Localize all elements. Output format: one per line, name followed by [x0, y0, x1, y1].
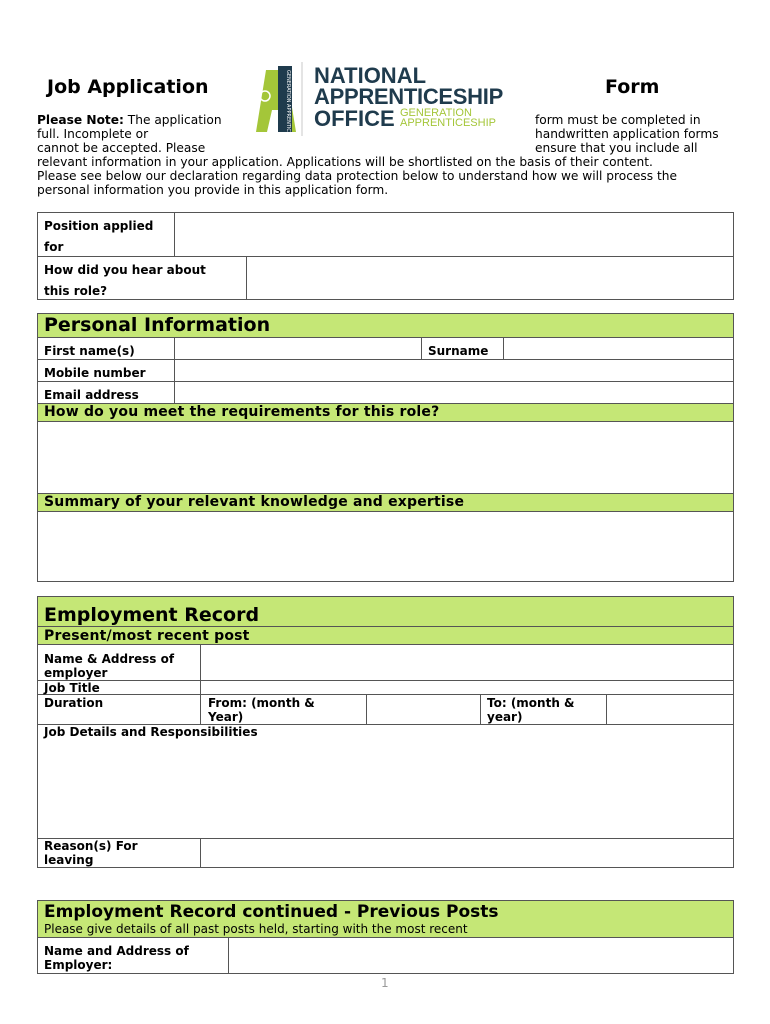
- hear-about-label: How did you hear about this role?: [44, 263, 206, 298]
- note-line: relevant information in your application. Applications will be shortlisted on the basis of their content.: [37, 155, 653, 169]
- first-name-field[interactable]: [175, 338, 421, 359]
- job-details-field[interactable]: [38, 740, 733, 838]
- note-col-right: [535, 113, 719, 155]
- logo-line-apprenticeship: APPRENTICESHIP: [314, 84, 503, 109]
- note-line: personal information you provide in this application form.: [37, 183, 389, 197]
- note-line: handwritten application forms: [535, 127, 719, 141]
- previous-heading: Employment Record continued - Previous Posts: [44, 902, 499, 922]
- from-field[interactable]: [367, 695, 480, 724]
- note-text: The application: [123, 113, 222, 127]
- logo-tag-generation: GENERATION: [400, 107, 472, 119]
- summary-heading: Summary of your relevant knowledge and expertise: [44, 494, 465, 510]
- job-title-field[interactable]: [201, 681, 733, 694]
- surname-label: Surname: [428, 344, 489, 358]
- employer-field[interactable]: [201, 645, 733, 680]
- note-line: form must be completed in: [535, 113, 701, 127]
- mobile-field[interactable]: [175, 360, 733, 381]
- job-details-label: Job Details and Responsibilities: [44, 725, 258, 739]
- position-label: Position applied for: [44, 219, 154, 254]
- note-line: ensure that you include all: [535, 141, 698, 155]
- nao-logo: [250, 60, 520, 147]
- page-number: 1: [381, 976, 389, 990]
- note-line: Please see below our declaration regarding data protection below to understand how we will process the: [37, 169, 677, 183]
- prev-employer-field[interactable]: [229, 938, 733, 973]
- logo-line-national: NATIONAL: [314, 63, 427, 88]
- logo-line-office: OFFICE: [314, 106, 395, 131]
- note-body: [37, 155, 677, 197]
- to-label: To: (month & year): [487, 696, 575, 724]
- employer-label: Name & Address of employer: [44, 652, 175, 680]
- email-field[interactable]: [175, 382, 733, 403]
- personal-heading: Personal Information: [44, 314, 271, 336]
- requirements-field[interactable]: [38, 422, 733, 493]
- duration-label: Duration: [44, 696, 104, 710]
- position-applied-field[interactable]: [175, 213, 733, 256]
- note-label: Please Note:: [37, 113, 124, 127]
- reason-field[interactable]: [201, 839, 733, 867]
- requirements-heading: How do you meet the requirements for this role?: [44, 404, 440, 420]
- to-field[interactable]: [607, 695, 733, 724]
- reason-label: Reason(s) For leaving: [44, 839, 138, 867]
- previous-subtext: Please give details of all past posts held, starting with the most recent: [44, 922, 468, 936]
- job-title-label: Job Title: [44, 681, 100, 695]
- form-title-left: Job Application: [47, 76, 209, 98]
- note-line: full. Incomplete or: [37, 127, 149, 141]
- employment-heading: Employment Record: [44, 604, 260, 626]
- from-label: From: (month & Year): [208, 696, 315, 724]
- employment-subheading: Present/most recent post: [44, 628, 250, 644]
- email-label: Email address: [44, 388, 139, 402]
- prev-employer-label: Name and Address of Employer:: [44, 944, 189, 972]
- note-line: [37, 113, 222, 127]
- mobile-label: Mobile number: [44, 366, 146, 380]
- surname-field[interactable]: [504, 338, 733, 359]
- first-name-label: First name(s): [44, 344, 135, 358]
- note-line: cannot be accepted. Please: [37, 141, 206, 155]
- hear-about-field[interactable]: [247, 257, 733, 299]
- form-title-right: Form: [605, 76, 660, 98]
- logo-tag-apprenticeship: APPRENTICESHIP: [400, 117, 496, 129]
- note-col-left: [37, 113, 222, 155]
- logo-vertical-text: GENERATION APPRENTICESHIP: [285, 70, 291, 147]
- summary-field[interactable]: [38, 512, 733, 581]
